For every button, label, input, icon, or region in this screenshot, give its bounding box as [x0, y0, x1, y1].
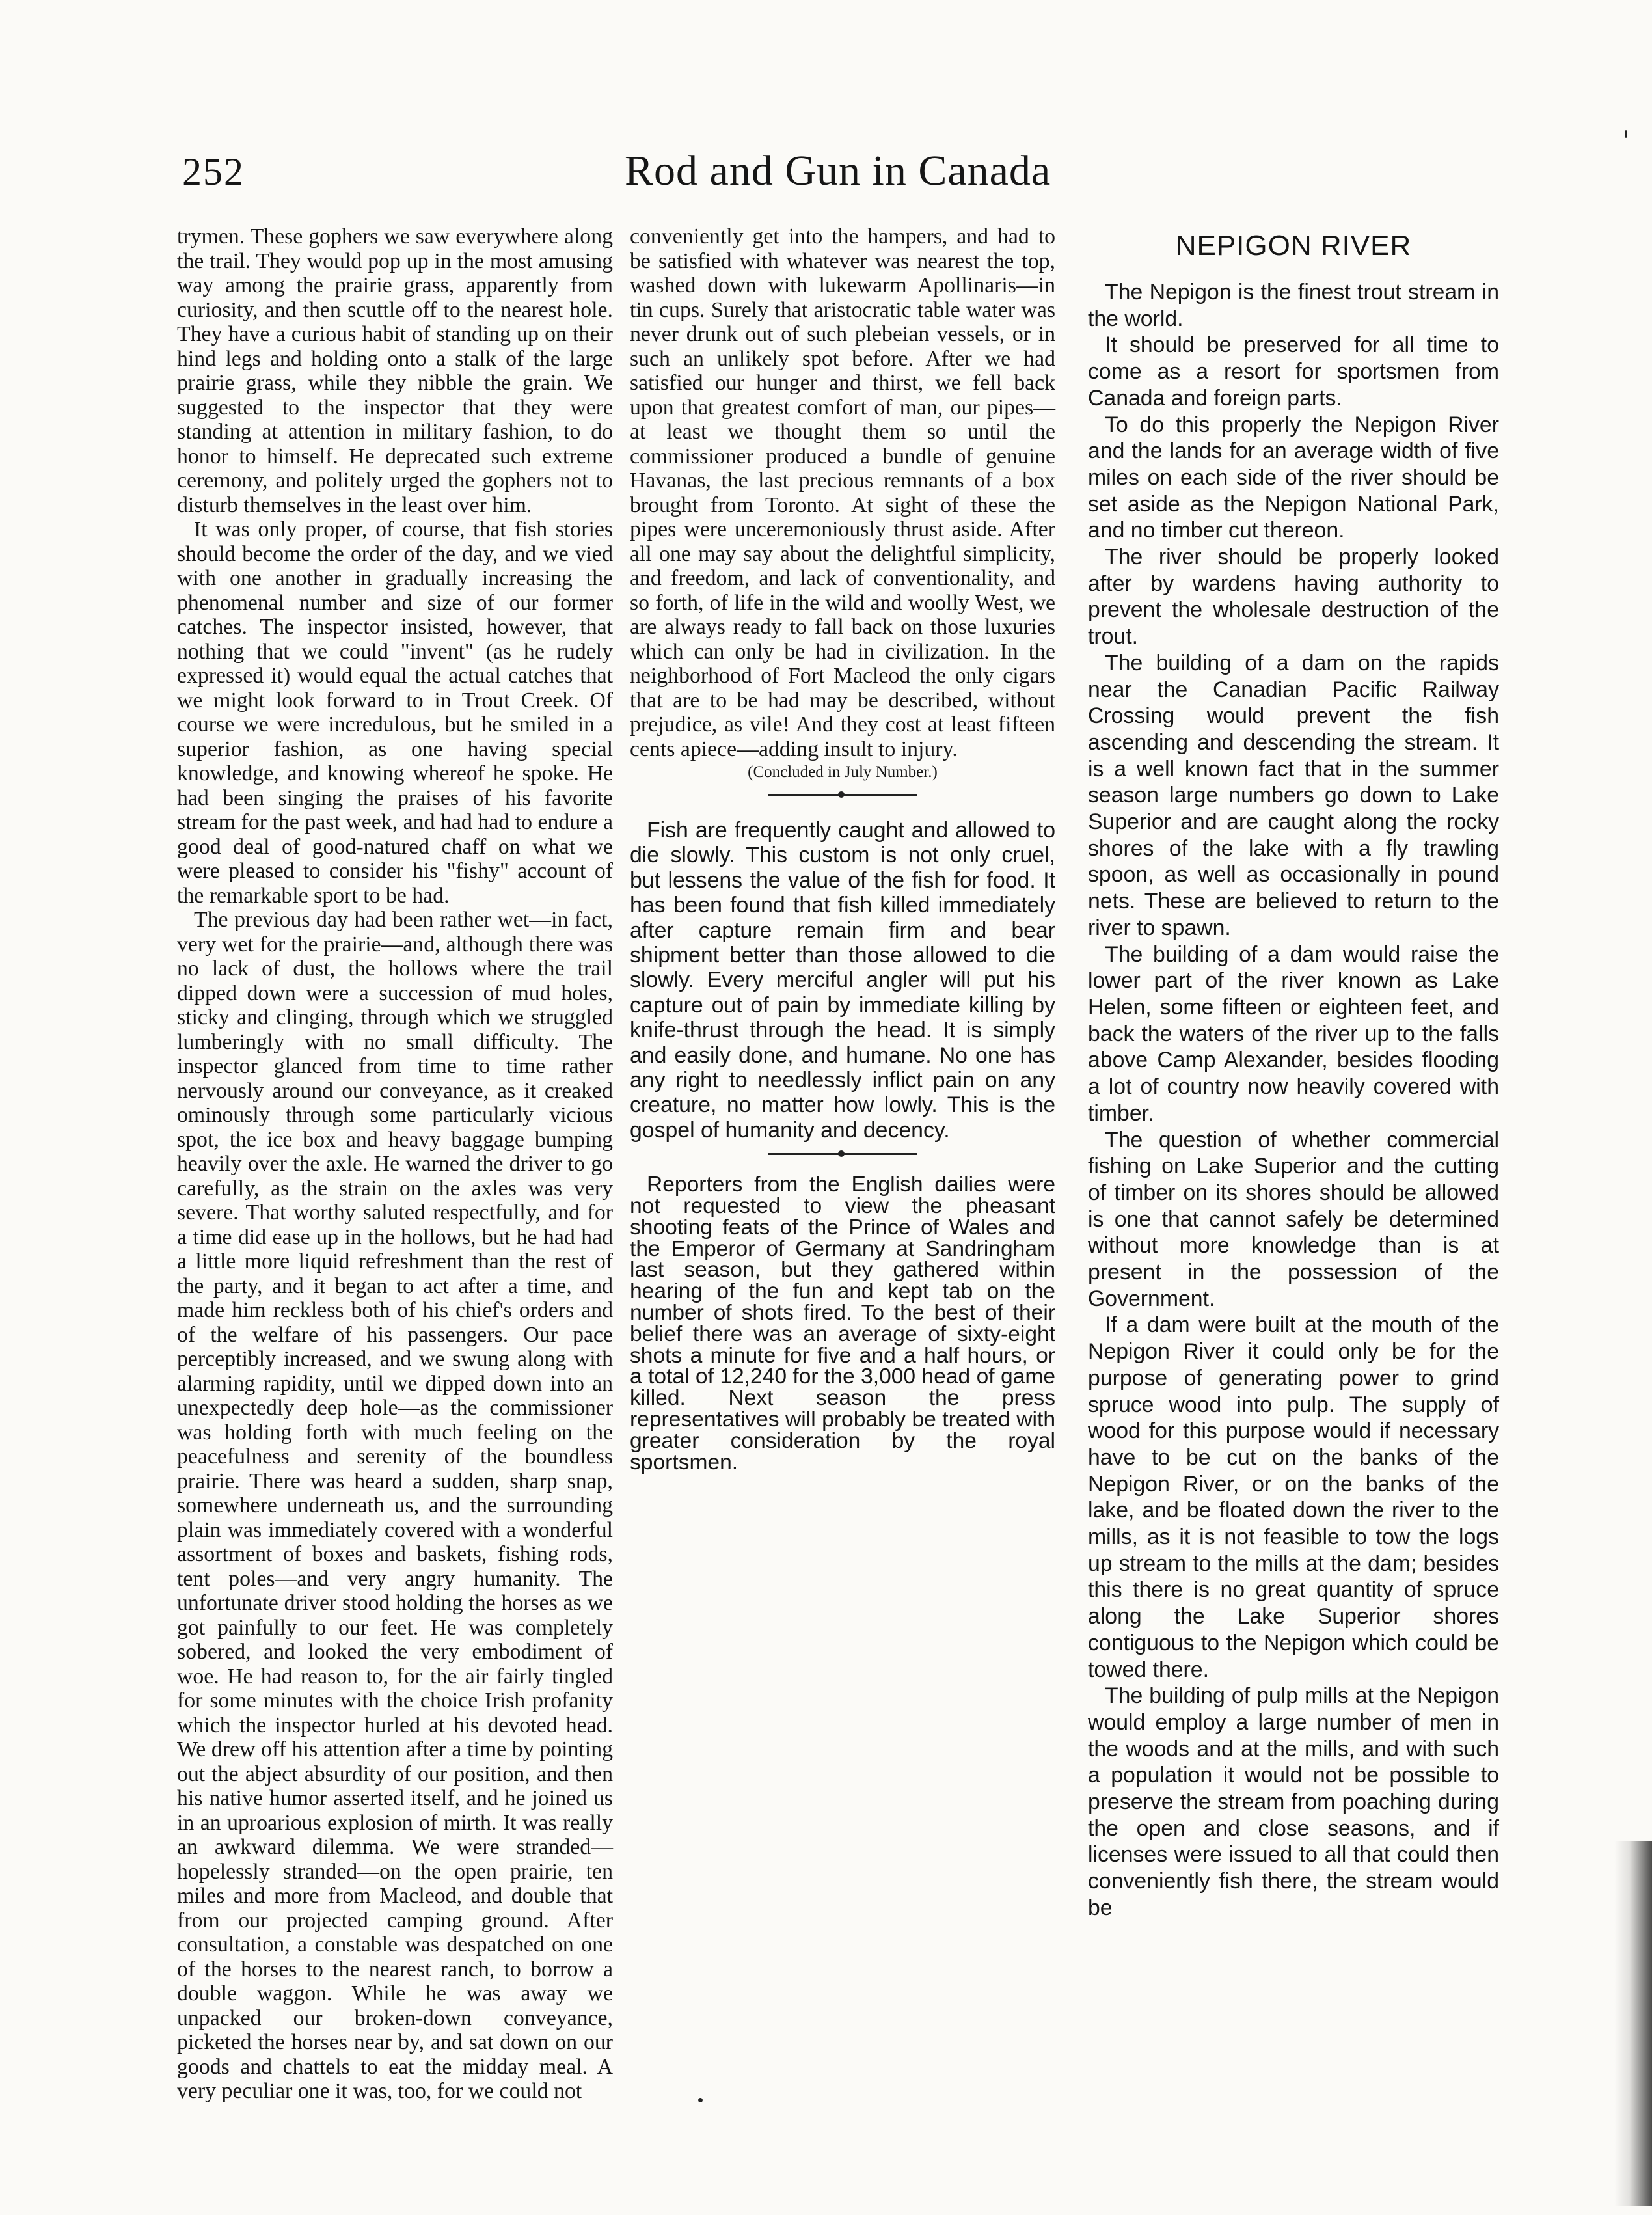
- section-divider: [768, 1153, 917, 1155]
- column-right: [1088, 224, 1499, 1922]
- article-title: NEPIGON RIVER: [1175, 230, 1412, 262]
- scan-speck: [698, 2098, 703, 2102]
- column-left: [177, 224, 613, 2104]
- concluded-note: (Concluded in July Number.): [748, 763, 938, 781]
- nepigon-paragraph: To do this properly the Nepigon River and the lands for an average width of five miles on each side of the river should be set aside as the Nepigon National Park, and no timber cut thereon.: [1088, 412, 1499, 543]
- running-head: Rod and Gun in Canada: [625, 147, 1051, 195]
- nepigon-paragraph: The question of whether commercial fishing on Lake Superior and the cutting of timber on its shores should be allowed is one that cannot safely be determined without more knowledge than is at present in the possession of the Government.: [1088, 1127, 1499, 1311]
- scan-edge-shadow: [1614, 1841, 1652, 2206]
- reporters-text: Reporters from the English dailies were not requested to view the pheasant shooting feats of the Prince of Wales and the Emperor of Germany at Sandringham last season, but they gathered within hearing of the fun and kept tab on the number of shots fired. To the best of their belief there was an average of sixty-eight shots a minute for five and a half hours, or a total of 12,240 for the 3,000 head of game killed. Next season the press representatives will probably be treated with greater consideration by the royal sportsmen.: [630, 1173, 1055, 1474]
- nepigon-paragraph: It should be preserved for all time to come as a resort for sportsmen from Canada and foreign parts.: [1088, 333, 1499, 411]
- serial-paragraph: trymen. These gophers we saw everywhere along the trail. They would pop up in the most amusing way among the prairie grass, apparently from curiosity, and then scuttle off to the nearest hole. They have a curious habit of standing up on their hind legs and holding onto a stalk of the large prairie grass, while they nibble the grain. We suggested to the inspector that they were standing at attention in military fashion, to do honor to himself. He deprecated such extreme ceremony, and politely urged the gophers not to disturb themselves in the least over him.: [177, 224, 613, 517]
- nepigon-paragraph: The Nepigon is the finest trout stream in the world.: [1088, 280, 1499, 331]
- cruelty-item: [630, 818, 1055, 1143]
- nepigon-paragraph: The river should be properly looked after by wardens having authority to prevent the wholesale destruction of the trout.: [1088, 545, 1499, 649]
- cruelty-text: Fish are frequently caught and allowed to die slowly. This custom is not only cruel, but lessens the value of the fish for food. It has been found that fish killed immediately after capture remain firm and bear shipment better than those allowed to die slowly. Every merciful angler will put his capture out of pain by immediate killing by knife-thrust through the head. It is simply and easily done, and humane. No one has any right to needlessly inflict pain on any creature, no matter how lowly. This is the gospel of humanity and decency.: [630, 818, 1055, 1143]
- nepigon-paragraph: The building of pulp mills at the Nepigon would employ a large number of men in the woods and at the mills, and with such a population it would not be possible to preserve the stream from poaching during the open and close seasons, and if licenses were issued to all that could then conveniently fish there, the stream would be: [1088, 1683, 1499, 1920]
- serial-paragraph: The previous day had been rather wet—in fact, very wet for the prairie—and, although there was no lack of dust, the hollows where the trail dipped down were a succession of mud holes, sticky and clinging, through which we struggled lumberingly with no small difficulty. The inspector glanced from time to time rather nervously around our conveyance, as it creaked ominously through some particularly vicious spot, the ice box and heavy baggage bumping heavily over the axle. He warned the driver to go carefully, as the strain on the axles was very severe. That worthy saluted respectfully, and for a time did ease up in the hollows, but he had had a little more liquid refreshment than the rest of the party, and it began to act after a time, and made him reckless both of his chief's orders and of the welfare of his passengers. Our pace perceptibly increased, and we swung along with alarming rapidity, until we dipped down into an unexpectedly deep hole—as the commissioner was holding forth with much feeling on the peacefulness and serenity of the boundless prairie. There was heard a sudden, sharp snap, somewhere underneath us, and the surrounding plain was immediately covered with a wonderful assortment of boxes and baskets, fishing rods, tent poles—and very angry humanity. The unfortunate driver stood holding the horses as we got painfully to our feet. He was completely sobered, and looked the very embodiment of woe. He had reason to, for the air fairly tingled for some minutes with the choice Irish profanity which the inspector hurled at his devoted head. We drew off his attention after a time by pointing out the abject absurdity of our position, and then his native humor asserted itself, and he joined us in an uproarious explosion of mirth. It was really an awkward dilemma. We were stranded—hopelessly stranded—on the open prairie, ten miles and more from Macleod, and double that from our projected camping ground. After consultation, a constable was despatched on one of the horses to the nearest ranch, to borrow a double waggon. While he was away we unpacked our broken-down conveyance, picketed the horses near by, and sat down on our goods and chattels to eat the midday meal. A very peculiar one it was, too, for we could not: [177, 908, 613, 2103]
- section-divider: [768, 794, 917, 796]
- nepigon-paragraph: The building of a dam would raise the lower part of the river known as Lake Helen, some fifteen or eighteen feet, and back the waters of the river up to the falls above Camp Alexander, besides flooding a lot of country now heavily covered with timber.: [1088, 942, 1499, 1126]
- column-middle: [630, 224, 1055, 1473]
- serial-continued: [630, 224, 1055, 783]
- nepigon-paragraph: If a dam were built at the mouth of the Nepigon River it could only be for the purpose of generating power to grind spruce wood into pulp. The supply of wood for this purpose would if necessary have to be cut on the banks of the Nepigon River, or on the banks of the lake, and be floated down the river to the mills, as it is not feasible to tow the logs up stream to the mills at the dam; besides this there is no great quantity of spruce along the Lake Superior shores contiguous to the Nepigon which could be towed there.: [1088, 1312, 1499, 1682]
- serial-continued-text: conveniently get into the hampers, and had to be satisfied with whatever was nearest the top, washed down with lukewarm Apollinaris—in tin cups. Surely that aristocratic table water was never drunk out of such plebeian vessels, or in such an unlikely spot before. After we had satisfied our hunger and thirst, we fell back upon that greatest comfort of man, our pipes—at least we thought them so until the commissioner produced a bundle of genuine Havanas, the last precious remnants of a box brought from Toronto. At sight of these the pipes were unceremoniously thrust aside. After all one may say about the delightful simplicity, and freedom, and lack of conventionality, and so forth, of life in the wild and woolly West, we are always ready to fall back on those luxuries which can only be had in civilization. In the neighborhood of Fort Macleod the only cigars that are to be had may be described, without prejudice, as vile! And they cost at least fifteen cents apiece—adding insult to injury.: [630, 224, 1055, 761]
- reporters-item: [630, 1175, 1055, 1473]
- page-number: 252: [182, 150, 245, 193]
- scan-speck: [1625, 130, 1627, 138]
- nepigon-paragraph: The building of a dam on the rapids near the Canadian Pacific Railway Crossing would prevent the fish ascending and descending the stream. It is a well known fact that in the summer season large numbers go down to Lake Superior and are caught along the rocky shores of the lake with a fly trawling spoon, as well as occasionally in pound nets. These are believed to return to the river to spawn.: [1088, 650, 1499, 940]
- serial-paragraph: It was only proper, of course, that fish stories should become the order of the day, and we vied with one another in gradually increasing the phenomenal number and size of our former catches. The inspector insisted, however, that nothing that we could "invent" (as he rudely expressed it) would equal the actual catches that we might look forward to in Trout Creek. Of course we were incredulous, but he smiled in a superior fashion, as one having special knowledge, and knowing whereof he spoke. He had been singing the praises of his favorite stream for the past week, and had had to endure a good deal of good-natured chaff on what we were pleased to consider his "fishy" account of the remarkable sport to be had.: [177, 517, 613, 908]
